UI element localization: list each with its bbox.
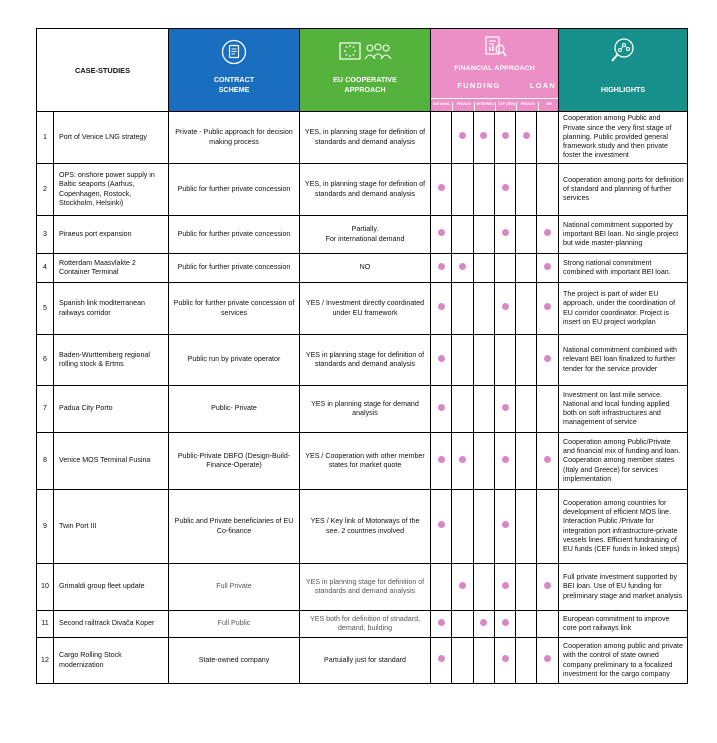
funding-private-cell xyxy=(452,611,473,638)
funding-marker-dot xyxy=(438,521,445,528)
case-study-name: Piraeus port expansion xyxy=(54,216,169,254)
highlights-cell: National commitment supported by important BEI loan. No single project but wide master-planning xyxy=(559,216,688,254)
case-study-name: Twin Port III xyxy=(54,490,169,564)
funding-cef-cell xyxy=(494,216,515,254)
funding-interreg-cell xyxy=(473,283,494,335)
eu-approach-cell: NO xyxy=(300,254,431,283)
highlights-cell: National commitment combined with relevant BEI loan finalized to further tender for the service provider xyxy=(559,335,688,386)
eu-approach-cell: YES, in planning stage for definition of standards and demand analysis xyxy=(300,112,431,164)
header-financial-approach xyxy=(431,29,559,112)
funding-marker-dot xyxy=(502,132,509,139)
case-study-name: Baden-Wurttemberg regional rolling stock & Ertms xyxy=(54,335,169,386)
contract-scheme-cell: Public for further private concession xyxy=(169,254,300,283)
header-contract-line1: CONTRACT xyxy=(213,75,255,84)
table-row xyxy=(37,283,688,335)
row-number: 7 xyxy=(37,386,54,433)
funding-national-cell xyxy=(431,335,452,386)
header-subcolumns xyxy=(431,98,558,111)
funding-marker-dot xyxy=(502,303,509,310)
contract-document-icon xyxy=(221,39,247,65)
contract-scheme-cell: Public run by private operator xyxy=(169,335,300,386)
funding-cef-cell xyxy=(494,254,515,283)
funding-interreg-cell xyxy=(473,164,494,216)
funding-national-cell xyxy=(431,283,452,335)
row-number: 4 xyxy=(37,254,54,283)
header-contract-line2: SCHEME xyxy=(218,85,250,94)
funding-marker-dot xyxy=(502,456,509,463)
eu-approach-cell: YES in planning stage for demand analysis xyxy=(300,386,431,433)
funding-marker-dot xyxy=(438,456,445,463)
table-row xyxy=(37,564,688,611)
highlights-cell: Cooperation among Public and Private since the very first stage of planning. Public provided general framework study and then private foster the investment xyxy=(559,112,688,164)
eu-approach-cell: YES, in planning stage for definition of standards and demand analysis xyxy=(300,164,431,216)
funding-marker-dot xyxy=(459,263,466,270)
contract-scheme-cell: Full Private xyxy=(169,564,300,611)
financial-report-magnifier-icon xyxy=(482,35,508,59)
funding-loan-private-cell xyxy=(516,335,537,386)
funding-private-cell xyxy=(452,433,473,490)
header-funding: FUNDING xyxy=(457,81,501,90)
table-row xyxy=(37,112,688,164)
funding-cef-cell xyxy=(494,638,515,684)
table-body xyxy=(37,112,688,684)
header-eu-line1: EU COOPERATIVE xyxy=(333,75,397,84)
subhead-loan-private: PRIVATE xyxy=(516,102,538,111)
case-studies-table xyxy=(36,28,688,684)
funding-marker-dot xyxy=(438,404,445,411)
funding-marker-dot xyxy=(544,355,551,362)
funding-cef-cell xyxy=(494,112,515,164)
funding-national-cell xyxy=(431,112,452,164)
funding-bei-cell xyxy=(537,112,559,164)
header-financial-title: FINANCIAL APPROACH xyxy=(454,65,535,72)
contract-scheme-cell: Public and Private beneficiaries of EU Co-finance xyxy=(169,490,300,564)
table-row xyxy=(37,611,688,638)
funding-cef-cell xyxy=(494,611,515,638)
eu-approach-cell: YES in planning stage for definition of standards and demand analysis xyxy=(300,335,431,386)
contract-scheme-cell: Public-Private DBFO (Design-Build-Finance-Operate) xyxy=(169,433,300,490)
subhead-private: PRIVATE xyxy=(452,102,474,111)
funding-marker-dot xyxy=(502,404,509,411)
funding-bei-cell xyxy=(537,490,559,564)
header-row xyxy=(37,29,688,112)
eu-approach-cell: YES / Key link of Motorways of the see. 2 countries involved xyxy=(300,490,431,564)
case-study-name: Grimaldi group fleet update xyxy=(54,564,169,611)
funding-national-cell xyxy=(431,638,452,684)
contract-scheme-cell: Public- Private xyxy=(169,386,300,433)
funding-private-cell xyxy=(452,564,473,611)
funding-bei-cell xyxy=(537,564,559,611)
contract-scheme-cell: State-owned company xyxy=(169,638,300,684)
funding-bei-cell xyxy=(537,611,559,638)
table-row xyxy=(37,490,688,564)
funding-marker-dot xyxy=(438,184,445,191)
highlights-cell: Cooperation among countries for development of efficient MOS line. Interaction Public /Private for integration port infrastructure-private vessels lines. Efficient fundraising of EU funds (CEF funds in linked steps) xyxy=(559,490,688,564)
funding-cef-cell xyxy=(494,433,515,490)
funding-cef-cell xyxy=(494,335,515,386)
funding-loan-private-cell xyxy=(516,216,537,254)
funding-private-cell xyxy=(452,164,473,216)
funding-marker-dot xyxy=(502,184,509,191)
funding-national-cell xyxy=(431,564,452,611)
contract-scheme-cell: Public for further private concession xyxy=(169,216,300,254)
case-study-name: OPS: onshore power supply in Baltic seaports (Aarhus, Copenhagen, Rostock, Stockholm, Helsinki) xyxy=(54,164,169,216)
header-eu-cooperative xyxy=(300,29,431,112)
case-study-name: Padua City Porto xyxy=(54,386,169,433)
funding-national-cell xyxy=(431,433,452,490)
funding-marker-dot xyxy=(480,132,487,139)
funding-national-cell xyxy=(431,254,452,283)
funding-bei-cell xyxy=(537,386,559,433)
funding-bei-cell xyxy=(537,283,559,335)
funding-cef-cell xyxy=(494,164,515,216)
highlights-cell: Cooperation among ports for definition of standard and planning of further services xyxy=(559,164,688,216)
funding-marker-dot xyxy=(480,619,487,626)
subhead-cef: CEF (TEN) xyxy=(495,102,517,111)
funding-private-cell xyxy=(452,490,473,564)
funding-marker-dot xyxy=(544,229,551,236)
eu-approach-cell: YES both for definition of stnadard, demand, building xyxy=(300,611,431,638)
highlights-cell: Full private investment supported by BEI loan. Use of EU funding for preliminary stage and market analysis xyxy=(559,564,688,611)
table-row xyxy=(37,254,688,283)
highlights-cell: European commitment to improve core port railways link xyxy=(559,611,688,638)
funding-interreg-cell xyxy=(473,638,494,684)
funding-interreg-cell xyxy=(473,386,494,433)
eu-approach-cell: Partuially just for standard xyxy=(300,638,431,684)
funding-marker-dot xyxy=(438,229,445,236)
funding-national-cell xyxy=(431,490,452,564)
highlights-cell: Investment on last mile service. National and local funding applied both on soft infrastructures and management of service xyxy=(559,386,688,433)
table-row xyxy=(37,433,688,490)
funding-cef-cell xyxy=(494,564,515,611)
funding-bei-cell xyxy=(537,254,559,283)
funding-interreg-cell xyxy=(473,490,494,564)
header-highlights xyxy=(559,29,688,112)
funding-loan-private-cell xyxy=(516,254,537,283)
funding-loan-private-cell xyxy=(516,564,537,611)
header-loan: LOAN xyxy=(529,81,557,90)
case-study-name: Second railtrack Divača Koper xyxy=(54,611,169,638)
contract-scheme-cell: Private - Public approach for decision making process xyxy=(169,112,300,164)
funding-marker-dot xyxy=(459,456,466,463)
header-contract-scheme xyxy=(169,29,300,112)
table-row xyxy=(37,335,688,386)
funding-bei-cell xyxy=(537,335,559,386)
funding-loan-private-cell xyxy=(516,112,537,164)
funding-loan-private-cell xyxy=(516,283,537,335)
case-study-name: Cargo Rolling Stock modernization xyxy=(54,638,169,684)
funding-private-cell xyxy=(452,216,473,254)
funding-marker-dot xyxy=(502,655,509,662)
funding-marker-dot xyxy=(544,655,551,662)
subhead-national: NATIONAL xyxy=(433,102,451,106)
funding-loan-private-cell xyxy=(516,433,537,490)
row-number: 9 xyxy=(37,490,54,564)
case-study-name: Spanish link moditerranean railways corridor xyxy=(54,283,169,335)
header-case-studies: CASE-STUDIES xyxy=(37,29,169,112)
case-study-name: Rotterdam Maasvlakte 2 Container Terminal xyxy=(54,254,169,283)
funding-private-cell xyxy=(452,638,473,684)
case-studies-table-wrapper xyxy=(36,28,687,684)
funding-bei-cell xyxy=(537,433,559,490)
eu-approach-cell: YES / Investment directly coordinated under EU framework xyxy=(300,283,431,335)
row-number: 3 xyxy=(37,216,54,254)
subhead-bei: BEI xyxy=(538,102,559,111)
funding-bei-cell xyxy=(537,216,559,254)
funding-loan-private-cell xyxy=(516,611,537,638)
funding-marker-dot xyxy=(438,263,445,270)
funding-private-cell xyxy=(452,283,473,335)
contract-scheme-cell: Public for further private concession xyxy=(169,164,300,216)
funding-national-cell xyxy=(431,164,452,216)
highlights-network-magnifier-icon xyxy=(609,37,637,65)
row-number: 1 xyxy=(37,112,54,164)
row-number: 11 xyxy=(37,611,54,638)
funding-interreg-cell xyxy=(473,335,494,386)
funding-marker-dot xyxy=(544,263,551,270)
funding-marker-dot xyxy=(459,132,466,139)
eu-approach-cell: YES / Cooperation with other member states for market quote xyxy=(300,433,431,490)
funding-loan-private-cell xyxy=(516,164,537,216)
header-highlights-label: HIGHLIGHTS xyxy=(600,85,646,94)
table-row xyxy=(37,638,688,684)
table-row xyxy=(37,216,688,254)
funding-marker-dot xyxy=(438,619,445,626)
row-number: 8 xyxy=(37,433,54,490)
highlights-cell: Strong national commitment combined with important BEI loan. xyxy=(559,254,688,283)
row-number: 12 xyxy=(37,638,54,684)
funding-national-cell xyxy=(431,611,452,638)
funding-private-cell xyxy=(452,335,473,386)
highlights-cell: Cooperation among Public/Private and financial mix of funding and loan. Cooperation among member states (Italy and Greece) for services implementation xyxy=(559,433,688,490)
funding-marker-dot xyxy=(502,582,509,589)
funding-private-cell xyxy=(452,112,473,164)
eu-approach-cell: YES in planning stage for definition of standards and demand analysis xyxy=(300,564,431,611)
contract-scheme-cell: Public for further private concession of services xyxy=(169,283,300,335)
case-study-name: Venice MOS Terminal Fusina xyxy=(54,433,169,490)
funding-marker-dot xyxy=(544,582,551,589)
funding-marker-dot xyxy=(544,303,551,310)
eu-approach-cell: Partially. For international demand xyxy=(300,216,431,254)
funding-interreg-cell xyxy=(473,216,494,254)
funding-marker-dot xyxy=(438,655,445,662)
funding-interreg-cell xyxy=(473,112,494,164)
funding-private-cell xyxy=(452,254,473,283)
subhead-interreg: INTERREG xyxy=(474,102,496,111)
funding-marker-dot xyxy=(502,521,509,528)
funding-cef-cell xyxy=(494,283,515,335)
funding-interreg-cell xyxy=(473,611,494,638)
case-study-name: Port of Venice LNG strategy xyxy=(54,112,169,164)
funding-marker-dot xyxy=(523,132,530,139)
funding-cef-cell xyxy=(494,490,515,564)
contract-scheme-cell: Full Public xyxy=(169,611,300,638)
funding-loan-private-cell xyxy=(516,638,537,684)
funding-interreg-cell xyxy=(473,564,494,611)
funding-bei-cell xyxy=(537,164,559,216)
funding-marker-dot xyxy=(438,355,445,362)
row-number: 2 xyxy=(37,164,54,216)
row-number: 10 xyxy=(37,564,54,611)
highlights-cell: The project is part of wider EU approach, under the coordination of EU corridor coordinator. Project is insert on EU project workplan xyxy=(559,283,688,335)
funding-loan-private-cell xyxy=(516,386,537,433)
funding-national-cell xyxy=(431,386,452,433)
eu-people-icon xyxy=(338,41,392,63)
funding-marker-dot xyxy=(502,229,509,236)
funding-bei-cell xyxy=(537,638,559,684)
funding-loan-private-cell xyxy=(516,490,537,564)
row-number: 6 xyxy=(37,335,54,386)
table-row xyxy=(37,386,688,433)
funding-cef-cell xyxy=(494,386,515,433)
funding-marker-dot xyxy=(438,303,445,310)
row-number: 5 xyxy=(37,283,54,335)
header-eu-line2: APPROACH xyxy=(344,85,386,94)
funding-marker-dot xyxy=(459,582,466,589)
funding-interreg-cell xyxy=(473,433,494,490)
highlights-cell: Cooperation among public and private with the control of state owned company preliminary to a focalized investment for the cargo company xyxy=(559,638,688,684)
funding-private-cell xyxy=(452,386,473,433)
table-row xyxy=(37,164,688,216)
funding-national-cell xyxy=(431,216,452,254)
funding-marker-dot xyxy=(502,619,509,626)
funding-marker-dot xyxy=(544,456,551,463)
funding-interreg-cell xyxy=(473,254,494,283)
